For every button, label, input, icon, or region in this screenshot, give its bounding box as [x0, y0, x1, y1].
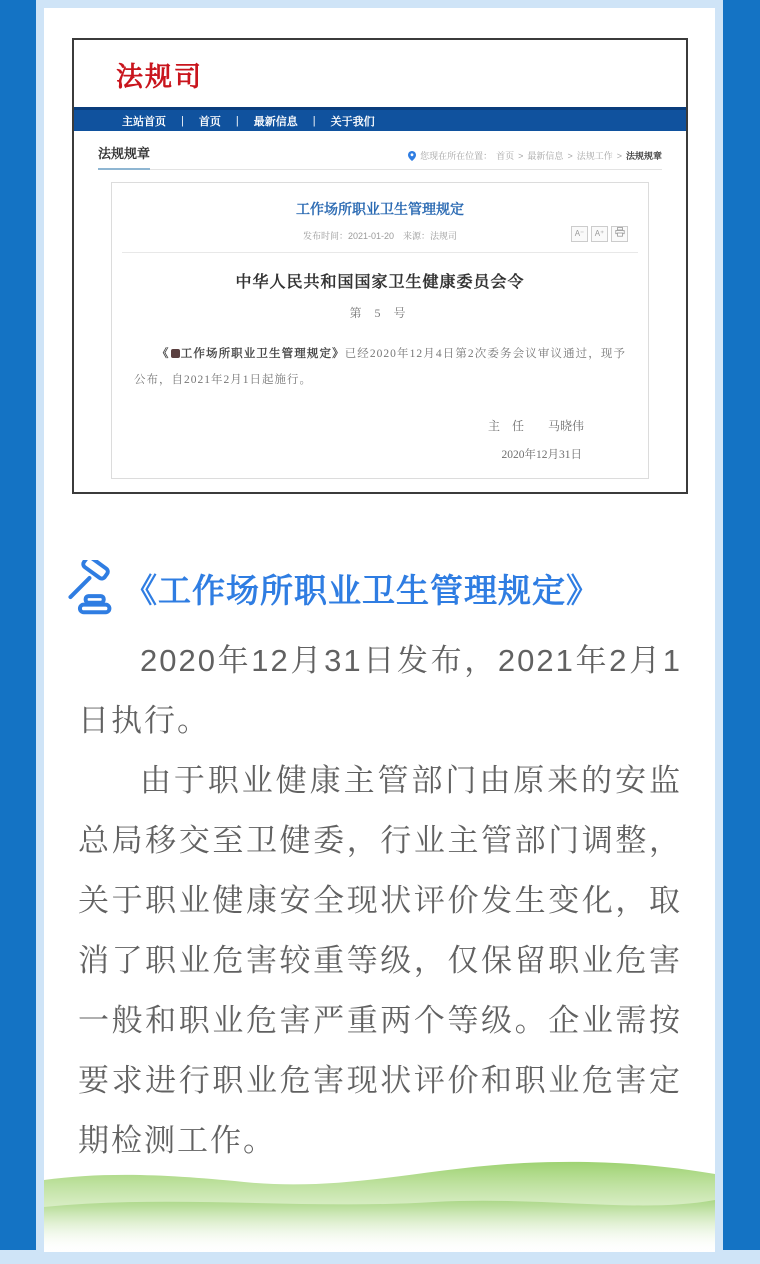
site-content — [74, 131, 686, 479]
nav-separator: | — [235, 114, 239, 127]
nav-separator: | — [181, 114, 184, 127]
breadcrumb-separator: > — [518, 150, 524, 161]
font-smaller-button[interactable]: A⁻ — [571, 226, 588, 242]
section-header — [98, 143, 662, 170]
site-logo: 法规司 — [116, 62, 203, 92]
inline-doc-icon — [171, 349, 180, 358]
location-pin-icon — [408, 151, 416, 161]
decree-number: 第 5 号 — [349, 306, 411, 320]
site-header — [74, 40, 686, 107]
notice-box — [111, 182, 649, 479]
document-meta — [132, 229, 628, 242]
green-wave-decoration — [44, 1152, 715, 1252]
article-heading-row — [60, 560, 682, 617]
font-larger-button[interactable]: A⁺ — [591, 226, 608, 242]
article-paragraph: 由于职业健康主管部门由原来的安监总局移交至卫健委，行业主管部门调整，关于职业健康安全现状评价发生变化，取消了职业危害较重等级，仅保留职业危害一般和职业危害严重两个等级。企业需按要求进行职业危害现状评价和职业危害定期检测工作。 — [78, 763, 682, 1158]
website-screenshot — [72, 38, 688, 494]
article-paragraph: 2020年12月31日发布，2021年2月1日执行。 — [78, 643, 682, 738]
nav-item-main-home[interactable]: 主站首页 — [122, 115, 166, 128]
nav-item-home[interactable]: 首页 — [198, 115, 221, 128]
publish-meta: 发布时间：2021-01-20 来源：法规司 — [302, 231, 458, 241]
sign-date: 2020年12月31日 — [501, 449, 582, 461]
breadcrumb-home[interactable]: 首页 — [496, 151, 515, 161]
breadcrumb-separator: > — [567, 150, 573, 161]
breadcrumb-latest-news[interactable]: 最新信息 — [527, 151, 564, 161]
print-button[interactable] — [611, 226, 628, 242]
breadcrumb-separator: > — [616, 150, 622, 161]
breadcrumb — [408, 149, 662, 169]
article — [44, 560, 715, 1171]
decree-title: 中华人民共和国国家卫生健康委员会令 — [235, 274, 525, 291]
decree-regulation-name: 工作场所职业卫生管理规定》 — [180, 348, 345, 360]
article-heading: 《工作场所职业卫生管理规定》 — [124, 572, 600, 609]
breadcrumb-legal-work[interactable]: 法规工作 — [576, 151, 613, 161]
breadcrumb-regulations[interactable]: 法规规章 — [625, 151, 662, 161]
nav-item-latest-news[interactable]: 最新信息 — [253, 115, 298, 128]
left-border — [0, 0, 36, 1250]
gavel-icon — [60, 560, 117, 617]
signer: 主 任 马晓伟 — [487, 419, 584, 433]
document-title-link[interactable]: 工作场所职业卫生管理规定 — [296, 201, 464, 217]
nav-item-about-us[interactable]: 关于我们 — [330, 115, 375, 128]
right-border — [723, 0, 760, 1250]
breadcrumb-prefix: 您现在所在位置： — [420, 151, 493, 161]
nav-separator: | — [312, 114, 316, 127]
decree-quote-open: 《 — [157, 348, 170, 360]
printer-icon — [615, 227, 625, 237]
content-card — [44, 8, 715, 1252]
section-title: 法规规章 — [98, 143, 150, 170]
toolbar — [571, 226, 628, 242]
site-nav — [74, 107, 686, 131]
decree-body-text: 已经2020年12月4日第2次委务会议审议通过，现予公布，自2021年2月1日起施行。 — [134, 348, 627, 386]
divider — [122, 252, 638, 253]
decree-paragraph — [134, 341, 626, 393]
